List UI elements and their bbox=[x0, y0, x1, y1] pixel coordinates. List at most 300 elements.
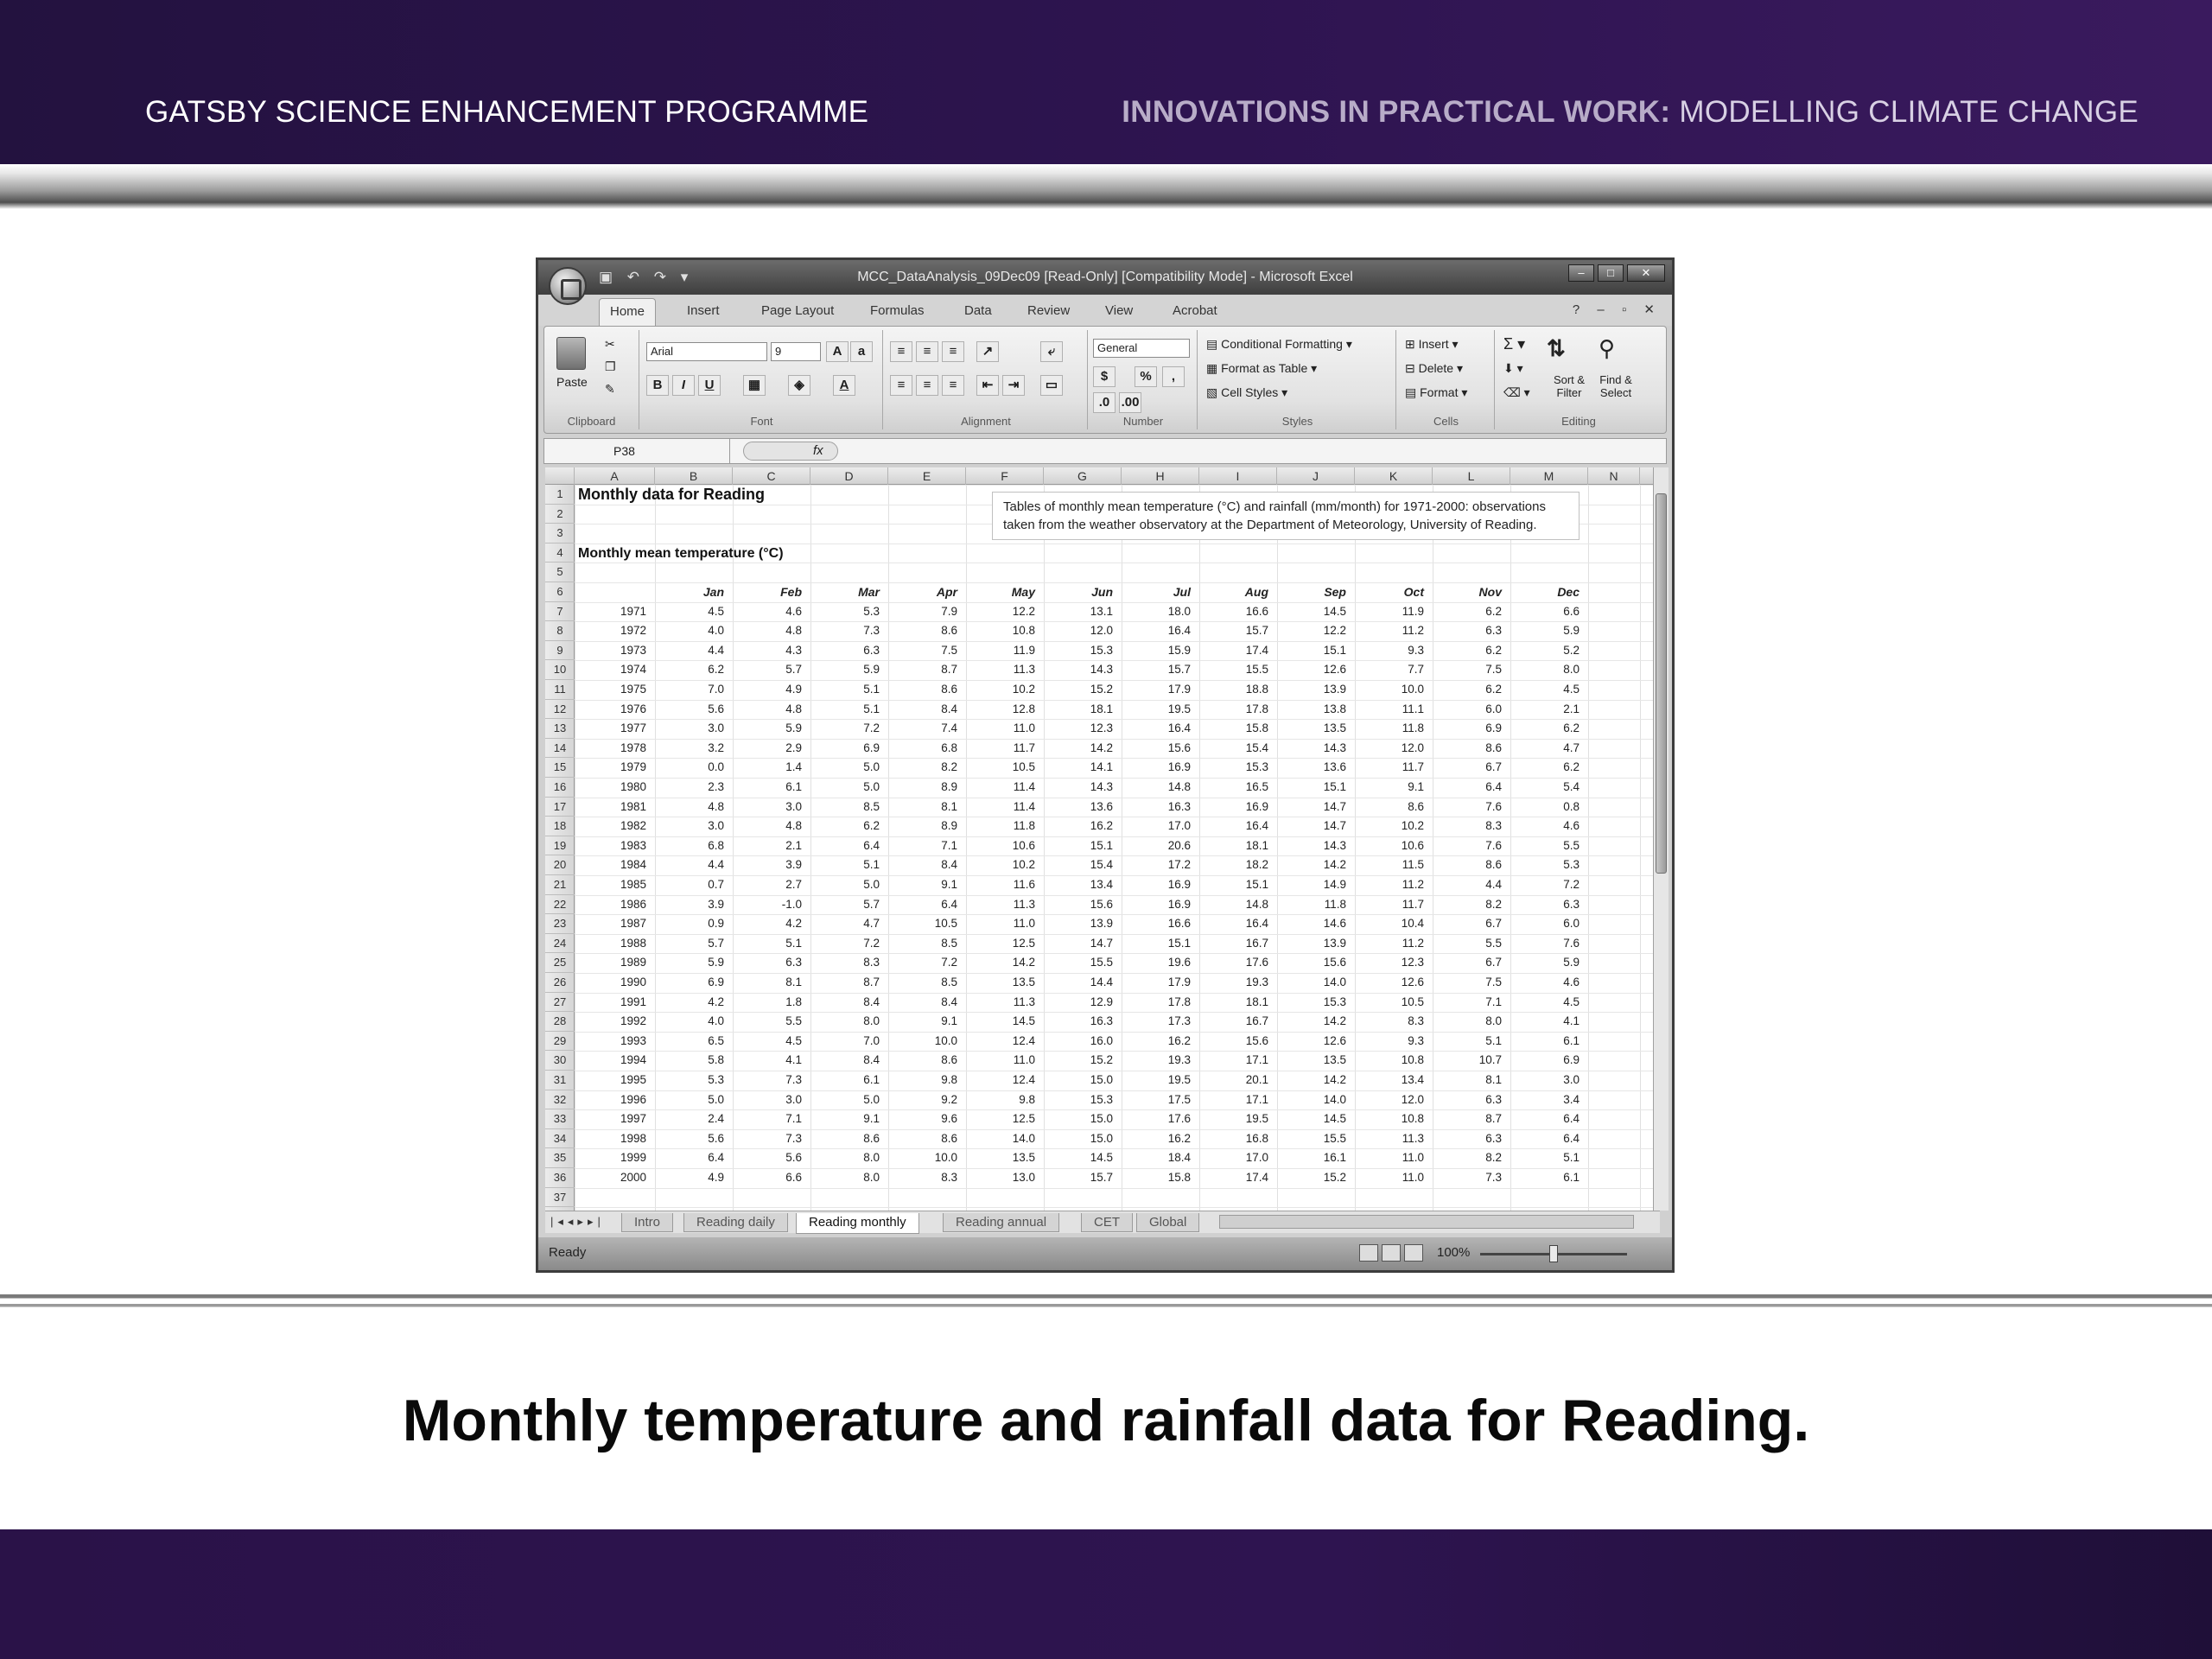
temperature-cell[interactable]: 14.2 bbox=[1323, 1073, 1346, 1086]
column-header[interactable]: H bbox=[1122, 467, 1199, 485]
temperature-cell[interactable]: 17.0 bbox=[1245, 1151, 1268, 1165]
temperature-cell[interactable]: 10.8 bbox=[1012, 624, 1035, 638]
year-cell[interactable]: 1982 bbox=[620, 819, 646, 833]
binoculars-icon[interactable]: ⚲ bbox=[1599, 335, 1616, 361]
year-cell[interactable]: 2000 bbox=[620, 1171, 646, 1184]
temperature-cell[interactable]: 9.1 bbox=[941, 878, 957, 891]
row-header[interactable]: 18 bbox=[545, 817, 575, 836]
month-header[interactable]: Sep bbox=[1324, 585, 1346, 599]
temperature-cell[interactable]: 12.8 bbox=[1012, 702, 1035, 715]
insert-button[interactable]: ⊞ Insert ▾ bbox=[1405, 337, 1459, 351]
temperature-cell[interactable]: 6.4 bbox=[941, 897, 957, 911]
temperature-cell[interactable]: 5.0 bbox=[863, 780, 880, 793]
temperature-cell[interactable]: 6.2 bbox=[863, 819, 880, 833]
temperature-cell[interactable]: 16.1 bbox=[1323, 1151, 1346, 1165]
temperature-cell[interactable]: 6.2 bbox=[708, 663, 724, 677]
temperature-cell[interactable]: 16.6 bbox=[1167, 917, 1191, 931]
year-cell[interactable]: 1983 bbox=[620, 838, 646, 852]
temperature-cell[interactable]: 2.4 bbox=[708, 1112, 724, 1126]
temperature-cell[interactable]: 4.6 bbox=[1563, 976, 1580, 988]
year-cell[interactable]: 1993 bbox=[620, 1033, 646, 1047]
temperature-cell[interactable]: 4.7 bbox=[1563, 741, 1580, 754]
temperature-cell[interactable]: 4.8 bbox=[785, 702, 802, 715]
temperature-cell[interactable]: 0.7 bbox=[708, 878, 724, 891]
temperature-cell[interactable]: 12.0 bbox=[1401, 1092, 1424, 1106]
year-cell[interactable]: 1981 bbox=[620, 799, 646, 813]
temperature-cell[interactable]: 8.0 bbox=[1563, 663, 1580, 677]
temperature-cell[interactable]: 6.3 bbox=[785, 956, 802, 969]
temperature-cell[interactable]: 8.5 bbox=[941, 936, 957, 950]
temperature-cell[interactable]: 12.5 bbox=[1012, 936, 1035, 950]
temperature-cell[interactable]: 11.8 bbox=[1402, 721, 1424, 735]
temperature-cell[interactable]: 11.0 bbox=[1402, 1171, 1424, 1184]
temperature-cell[interactable]: 7.1 bbox=[941, 838, 957, 852]
temperature-cell[interactable]: 14.0 bbox=[1012, 1131, 1035, 1145]
temperature-cell[interactable]: 11.6 bbox=[1013, 878, 1035, 891]
row-header[interactable]: 35 bbox=[545, 1148, 575, 1168]
temperature-cell[interactable]: 16.6 bbox=[1245, 604, 1268, 618]
temperature-cell[interactable]: 1.4 bbox=[785, 760, 802, 774]
temperature-cell[interactable]: 15.1 bbox=[1090, 838, 1113, 852]
bold-icon[interactable]: B bbox=[646, 375, 669, 396]
temperature-cell[interactable]: 10.2 bbox=[1401, 819, 1424, 833]
sheet-tab-cet[interactable]: CET bbox=[1081, 1213, 1133, 1232]
temperature-cell[interactable]: 5.1 bbox=[863, 683, 880, 696]
temperature-cell[interactable]: 5.8 bbox=[708, 1053, 724, 1067]
row-header[interactable]: 17 bbox=[545, 798, 575, 817]
year-cell[interactable]: 1978 bbox=[620, 741, 646, 754]
month-header[interactable]: May bbox=[1011, 585, 1035, 599]
cut-icon[interactable]: ✂ bbox=[605, 337, 615, 351]
temperature-cell[interactable]: 13.4 bbox=[1090, 878, 1113, 891]
temperature-cell[interactable]: 14.0 bbox=[1323, 1092, 1346, 1106]
temperature-cell[interactable]: 16.7 bbox=[1245, 1014, 1268, 1028]
temperature-cell[interactable]: 5.7 bbox=[785, 663, 802, 677]
maximize-icon[interactable]: □ bbox=[1598, 264, 1624, 282]
row-header[interactable]: 36 bbox=[545, 1168, 575, 1188]
temperature-cell[interactable]: 7.3 bbox=[863, 624, 880, 638]
year-cell[interactable]: 1972 bbox=[620, 624, 646, 638]
temperature-cell[interactable]: 6.3 bbox=[863, 643, 880, 657]
temperature-cell[interactable]: 12.5 bbox=[1012, 1112, 1035, 1126]
temperature-cell[interactable]: 14.2 bbox=[1090, 741, 1113, 754]
row-header[interactable]: 24 bbox=[545, 934, 575, 954]
temperature-cell[interactable]: 10.4 bbox=[1401, 917, 1424, 931]
italic-icon[interactable]: I bbox=[672, 375, 695, 396]
temperature-cell[interactable]: 7.2 bbox=[941, 956, 957, 969]
temperature-cell[interactable]: 3.0 bbox=[708, 721, 724, 735]
temperature-cell[interactable]: 7.0 bbox=[708, 683, 724, 696]
column-header[interactable]: D bbox=[810, 467, 888, 485]
temperature-cell[interactable]: 6.8 bbox=[708, 838, 724, 852]
temperature-cell[interactable]: 11.3 bbox=[1013, 995, 1035, 1008]
month-header[interactable]: Dec bbox=[1557, 585, 1580, 599]
month-header[interactable]: Aug bbox=[1244, 585, 1268, 599]
temperature-cell[interactable]: 6.4 bbox=[863, 838, 880, 852]
temperature-cell[interactable]: 7.3 bbox=[785, 1073, 802, 1086]
temperature-cell[interactable]: 12.6 bbox=[1323, 663, 1346, 677]
temperature-cell[interactable]: 8.3 bbox=[863, 956, 880, 969]
temperature-cell[interactable]: 4.4 bbox=[708, 643, 724, 657]
tab-home[interactable]: Home bbox=[599, 298, 656, 326]
tab-review[interactable]: Review bbox=[1027, 303, 1071, 318]
font-size-box[interactable]: 9 bbox=[771, 342, 821, 361]
temperature-cell[interactable]: 19.5 bbox=[1167, 702, 1191, 715]
temperature-cell[interactable]: 16.4 bbox=[1167, 624, 1191, 638]
temperature-cell[interactable]: 7.3 bbox=[1485, 1171, 1502, 1184]
column-header[interactable]: C bbox=[733, 467, 810, 485]
temperature-cell[interactable]: 4.8 bbox=[785, 624, 802, 638]
column-header[interactable]: K bbox=[1355, 467, 1433, 485]
temperature-cell[interactable]: 11.0 bbox=[1013, 917, 1035, 931]
temperature-cell[interactable]: 17.1 bbox=[1245, 1053, 1268, 1067]
temperature-cell[interactable]: 14.5 bbox=[1323, 1112, 1346, 1126]
paste-icon[interactable] bbox=[556, 337, 586, 370]
temperature-cell[interactable]: 8.3 bbox=[1408, 1014, 1424, 1028]
temperature-cell[interactable]: 19.6 bbox=[1167, 956, 1191, 969]
temperature-cell[interactable]: 14.8 bbox=[1245, 897, 1268, 911]
temperature-cell[interactable]: 2.9 bbox=[785, 741, 802, 754]
row-header[interactable]: 2 bbox=[545, 505, 575, 524]
row-header[interactable]: 7 bbox=[545, 602, 575, 622]
row-header[interactable]: 14 bbox=[545, 739, 575, 759]
temperature-cell[interactable]: 8.4 bbox=[863, 995, 880, 1008]
year-cell[interactable]: 1991 bbox=[620, 995, 646, 1008]
temperature-cell[interactable]: 17.8 bbox=[1245, 702, 1268, 715]
row-header[interactable]: 26 bbox=[545, 973, 575, 993]
temperature-cell[interactable]: 5.7 bbox=[863, 897, 880, 911]
tab-view[interactable]: View bbox=[1105, 303, 1134, 318]
temperature-cell[interactable]: 17.9 bbox=[1167, 976, 1191, 988]
temperature-cell[interactable]: 8.3 bbox=[941, 1171, 957, 1184]
temperature-cell[interactable]: 8.6 bbox=[1485, 741, 1502, 754]
temperature-cell[interactable]: 13.4 bbox=[1401, 1073, 1424, 1086]
copy-icon[interactable]: ❐ bbox=[605, 359, 616, 373]
temperature-cell[interactable]: 11.0 bbox=[1013, 721, 1035, 735]
temperature-cell[interactable]: 0.9 bbox=[708, 917, 724, 931]
temperature-cell[interactable]: 11.7 bbox=[1402, 760, 1424, 774]
temperature-cell[interactable]: 8.4 bbox=[941, 858, 957, 872]
row-header[interactable]: 30 bbox=[545, 1051, 575, 1071]
row-header[interactable]: 20 bbox=[545, 855, 575, 875]
temperature-cell[interactable]: 17.9 bbox=[1167, 683, 1191, 696]
temperature-cell[interactable]: 16.9 bbox=[1245, 799, 1268, 813]
temperature-cell[interactable]: 6.4 bbox=[1563, 1112, 1580, 1126]
temperature-cell[interactable]: 10.0 bbox=[934, 1151, 957, 1165]
temperature-cell[interactable]: 13.8 bbox=[1323, 702, 1346, 715]
month-header[interactable]: Nov bbox=[1478, 585, 1502, 599]
temperature-cell[interactable]: 8.6 bbox=[863, 1131, 880, 1145]
temperature-cell[interactable]: 6.7 bbox=[1485, 760, 1502, 774]
year-cell[interactable]: 1979 bbox=[620, 760, 646, 774]
row-header[interactable]: 16 bbox=[545, 778, 575, 798]
temperature-cell[interactable]: 5.0 bbox=[863, 760, 880, 774]
row-header[interactable]: 13 bbox=[545, 719, 575, 739]
temperature-cell[interactable]: 10.5 bbox=[1012, 760, 1035, 774]
temperature-cell[interactable]: 6.1 bbox=[1563, 1033, 1580, 1047]
temperature-cell[interactable]: 17.0 bbox=[1167, 819, 1191, 833]
temperature-cell[interactable]: 15.2 bbox=[1090, 1053, 1113, 1067]
row-header[interactable]: 12 bbox=[545, 700, 575, 720]
temperature-cell[interactable]: 8.0 bbox=[863, 1151, 880, 1165]
sheet-tab-reading-daily[interactable]: Reading daily bbox=[683, 1213, 788, 1232]
temperature-cell[interactable]: 7.6 bbox=[1563, 936, 1580, 950]
temperature-cell[interactable]: 15.6 bbox=[1323, 956, 1346, 969]
temperature-cell[interactable]: 9.1 bbox=[941, 1014, 957, 1028]
temperature-cell[interactable]: 6.2 bbox=[1485, 643, 1502, 657]
temperature-cell[interactable]: 9.8 bbox=[1019, 1092, 1035, 1106]
temperature-cell[interactable]: 19.5 bbox=[1167, 1073, 1191, 1086]
column-header[interactable]: E bbox=[888, 467, 966, 485]
temperature-subtitle[interactable]: Monthly mean temperature (°C) bbox=[578, 545, 784, 561]
temperature-cell[interactable]: 5.3 bbox=[1563, 858, 1580, 872]
temperature-cell[interactable]: 6.9 bbox=[1563, 1053, 1580, 1067]
temperature-cell[interactable]: 8.2 bbox=[1485, 897, 1502, 911]
temperature-cell[interactable]: 14.7 bbox=[1323, 799, 1346, 813]
temperature-cell[interactable]: 16.4 bbox=[1245, 819, 1268, 833]
temperature-cell[interactable]: 11.4 bbox=[1013, 799, 1035, 813]
temperature-cell[interactable]: 6.2 bbox=[1485, 683, 1502, 696]
year-cell[interactable]: 1997 bbox=[620, 1112, 646, 1126]
temperature-cell[interactable]: 14.5 bbox=[1012, 1014, 1035, 1028]
temperature-cell[interactable]: 6.3 bbox=[1563, 897, 1580, 911]
temperature-cell[interactable]: 18.1 bbox=[1245, 838, 1268, 852]
temperature-cell[interactable]: 15.4 bbox=[1090, 858, 1113, 872]
align-left-icon[interactable]: ≡ bbox=[890, 375, 912, 396]
fill-icon[interactable]: ⬇ ▾ bbox=[1503, 361, 1523, 375]
temperature-cell[interactable]: 5.3 bbox=[708, 1073, 724, 1086]
row-header[interactable]: 19 bbox=[545, 836, 575, 856]
grow-font-icon[interactable]: A bbox=[826, 341, 849, 362]
clear-icon[interactable]: ⌫ ▾ bbox=[1503, 385, 1530, 399]
row-header[interactable]: 28 bbox=[545, 1012, 575, 1032]
temperature-cell[interactable]: 15.5 bbox=[1245, 663, 1268, 677]
temperature-cell[interactable]: 10.5 bbox=[934, 917, 957, 931]
temperature-cell[interactable]: 15.8 bbox=[1167, 1171, 1191, 1184]
temperature-cell[interactable]: 8.4 bbox=[863, 1053, 880, 1067]
temperature-cell[interactable]: 15.1 bbox=[1323, 643, 1346, 657]
worksheet-grid[interactable] bbox=[545, 467, 1660, 1211]
temperature-cell[interactable]: 5.2 bbox=[1563, 643, 1580, 657]
temperature-cell[interactable]: 8.1 bbox=[785, 976, 802, 988]
temperature-cell[interactable]: 9.8 bbox=[941, 1073, 957, 1086]
increase-decimal-icon[interactable]: .0 bbox=[1093, 392, 1116, 413]
temperature-cell[interactable]: 8.5 bbox=[941, 976, 957, 988]
temperature-cell[interactable]: 16.9 bbox=[1167, 878, 1191, 891]
temperature-cell[interactable]: 14.8 bbox=[1167, 780, 1191, 793]
temperature-cell[interactable]: 6.2 bbox=[1563, 760, 1580, 774]
temperature-cell[interactable]: 4.9 bbox=[785, 683, 802, 696]
row-header[interactable]: 32 bbox=[545, 1090, 575, 1110]
temperature-cell[interactable]: 15.9 bbox=[1167, 643, 1191, 657]
temperature-cell[interactable]: 7.2 bbox=[863, 936, 880, 950]
row-header[interactable]: 34 bbox=[545, 1129, 575, 1149]
borders-icon[interactable]: ▦ bbox=[743, 375, 766, 396]
temperature-cell[interactable]: 5.9 bbox=[1563, 956, 1580, 969]
temperature-cell[interactable]: 5.9 bbox=[863, 663, 880, 677]
temperature-cell[interactable]: 8.6 bbox=[941, 1131, 957, 1145]
temperature-cell[interactable]: 4.5 bbox=[785, 1033, 802, 1047]
sheet-tab-reading-monthly[interactable]: Reading monthly bbox=[796, 1213, 919, 1234]
temperature-cell[interactable]: 8.1 bbox=[941, 799, 957, 813]
temperature-cell[interactable]: 8.2 bbox=[941, 760, 957, 774]
month-header[interactable]: Oct bbox=[1403, 585, 1424, 599]
temperature-cell[interactable]: 8.0 bbox=[863, 1171, 880, 1184]
temperature-cell[interactable]: 18.2 bbox=[1245, 858, 1268, 872]
row-header[interactable]: 21 bbox=[545, 875, 575, 895]
year-cell[interactable]: 1990 bbox=[620, 976, 646, 988]
temperature-cell[interactable]: 12.4 bbox=[1012, 1033, 1035, 1047]
temperature-cell[interactable]: 6.7 bbox=[1485, 917, 1502, 931]
temperature-cell[interactable]: 3.0 bbox=[785, 1092, 802, 1106]
month-header[interactable]: Mar bbox=[858, 585, 880, 599]
column-header[interactable]: N bbox=[1588, 467, 1640, 485]
temperature-cell[interactable]: 11.0 bbox=[1402, 1151, 1424, 1165]
year-cell[interactable]: 1976 bbox=[620, 702, 646, 715]
temperature-cell[interactable]: 11.2 bbox=[1402, 878, 1424, 891]
temperature-cell[interactable]: 15.3 bbox=[1245, 760, 1268, 774]
temperature-cell[interactable]: 5.3 bbox=[863, 604, 880, 618]
row-header[interactable]: 37 bbox=[545, 1188, 575, 1208]
comma-icon[interactable]: , bbox=[1162, 366, 1185, 387]
temperature-cell[interactable]: 8.0 bbox=[1485, 1014, 1502, 1028]
sheet-nav-arrows[interactable]: |◂◂▸▸| bbox=[550, 1215, 605, 1228]
temperature-cell[interactable]: 17.6 bbox=[1167, 1112, 1191, 1126]
row-header[interactable]: 9 bbox=[545, 641, 575, 661]
temperature-cell[interactable]: 11.8 bbox=[1013, 819, 1035, 833]
row-header[interactable]: 6 bbox=[545, 582, 575, 602]
temperature-cell[interactable]: 17.2 bbox=[1167, 858, 1191, 872]
temperature-cell[interactable]: 14.3 bbox=[1090, 780, 1113, 793]
temperature-cell[interactable]: 12.2 bbox=[1012, 604, 1035, 618]
merge-center-icon[interactable]: ▭ bbox=[1040, 375, 1063, 396]
temperature-cell[interactable]: 14.7 bbox=[1323, 819, 1346, 833]
temperature-cell[interactable]: 17.1 bbox=[1245, 1092, 1268, 1106]
quick-access-toolbar[interactable]: ▣ ↶ ↷ ▾ bbox=[599, 269, 694, 285]
wrap-text-icon[interactable]: ⤶ bbox=[1040, 341, 1063, 362]
temperature-cell[interactable]: 14.3 bbox=[1323, 838, 1346, 852]
year-cell[interactable]: 1971 bbox=[620, 604, 646, 618]
temperature-cell[interactable]: 3.4 bbox=[1563, 1092, 1580, 1106]
temperature-cell[interactable]: 15.7 bbox=[1167, 663, 1191, 677]
temperature-cell[interactable]: 15.3 bbox=[1090, 643, 1113, 657]
temperature-cell[interactable]: 6.9 bbox=[863, 741, 880, 754]
tab-formulas[interactable]: Formulas bbox=[870, 303, 925, 318]
zoom-slider-knob[interactable] bbox=[1549, 1245, 1558, 1262]
temperature-cell[interactable]: 8.4 bbox=[941, 702, 957, 715]
decrease-indent-icon[interactable]: ⇤ bbox=[976, 375, 999, 396]
temperature-cell[interactable]: 5.5 bbox=[785, 1014, 802, 1028]
temperature-cell[interactable]: 4.2 bbox=[708, 995, 724, 1008]
name-box[interactable]: P38 bbox=[544, 439, 730, 463]
temperature-cell[interactable]: 8.5 bbox=[863, 799, 880, 813]
temperature-cell[interactable]: 11.7 bbox=[1402, 897, 1424, 911]
row-header[interactable]: 27 bbox=[545, 993, 575, 1013]
year-cell[interactable]: 1996 bbox=[620, 1092, 646, 1106]
temperature-cell[interactable]: 4.0 bbox=[708, 1014, 724, 1028]
temperature-cell[interactable]: 11.2 bbox=[1402, 624, 1424, 638]
temperature-cell[interactable]: 5.0 bbox=[863, 878, 880, 891]
temperature-cell[interactable]: 4.5 bbox=[1563, 683, 1580, 696]
temperature-cell[interactable]: 16.3 bbox=[1167, 799, 1191, 813]
column-header[interactable]: J bbox=[1277, 467, 1355, 485]
year-cell[interactable]: 1999 bbox=[620, 1151, 646, 1165]
temperature-cell[interactable]: 12.0 bbox=[1401, 741, 1424, 754]
temperature-cell[interactable]: 6.4 bbox=[708, 1151, 724, 1165]
temperature-cell[interactable]: 11.3 bbox=[1013, 663, 1035, 677]
temperature-cell[interactable]: 14.9 bbox=[1323, 878, 1346, 891]
sort-filter-icon[interactable]: ⇅ bbox=[1547, 335, 1566, 361]
temperature-cell[interactable]: 6.9 bbox=[708, 976, 724, 988]
temperature-cell[interactable]: 17.5 bbox=[1167, 1092, 1191, 1106]
temperature-cell[interactable]: 5.0 bbox=[863, 1092, 880, 1106]
temperature-cell[interactable]: 9.3 bbox=[1408, 1033, 1424, 1047]
row-header[interactable]: 15 bbox=[545, 758, 575, 778]
temperature-cell[interactable]: 16.2 bbox=[1090, 819, 1113, 833]
temperature-cell[interactable]: 5.6 bbox=[708, 702, 724, 715]
temperature-cell[interactable]: 7.3 bbox=[785, 1131, 802, 1145]
temperature-cell[interactable]: 8.6 bbox=[941, 683, 957, 696]
temperature-cell[interactable]: 20.6 bbox=[1167, 838, 1191, 852]
temperature-cell[interactable]: 10.8 bbox=[1401, 1112, 1424, 1126]
temperature-cell[interactable]: 4.8 bbox=[785, 819, 802, 833]
temperature-cell[interactable]: 14.7 bbox=[1090, 936, 1113, 950]
temperature-cell[interactable]: 14.5 bbox=[1090, 1151, 1113, 1165]
format-as-table-button[interactable]: ▦ Format as Table ▾ bbox=[1206, 361, 1318, 375]
temperature-cell[interactable]: 8.3 bbox=[1485, 819, 1502, 833]
format-button[interactable]: ▤ Format ▾ bbox=[1405, 385, 1468, 399]
temperature-cell[interactable]: 16.5 bbox=[1245, 780, 1268, 793]
row-header[interactable]: 4 bbox=[545, 543, 575, 563]
temperature-cell[interactable]: 19.3 bbox=[1167, 1053, 1191, 1067]
row-header[interactable]: 5 bbox=[545, 563, 575, 582]
year-cell[interactable]: 1973 bbox=[620, 643, 646, 657]
temperature-cell[interactable]: 10.2 bbox=[1012, 858, 1035, 872]
normal-view-icon[interactable] bbox=[1359, 1244, 1378, 1262]
temperature-cell[interactable]: 8.0 bbox=[863, 1014, 880, 1028]
month-header[interactable]: Feb bbox=[780, 585, 802, 599]
scroll-thumb[interactable] bbox=[1656, 493, 1667, 874]
temperature-cell[interactable]: 9.2 bbox=[941, 1092, 957, 1106]
temperature-cell[interactable]: 12.6 bbox=[1401, 976, 1424, 988]
minimize-icon[interactable]: – bbox=[1568, 264, 1594, 282]
year-cell[interactable]: 1988 bbox=[620, 936, 646, 950]
temperature-cell[interactable]: 14.5 bbox=[1323, 604, 1346, 618]
year-cell[interactable]: 1984 bbox=[620, 858, 646, 872]
temperature-cell[interactable]: 7.5 bbox=[1485, 663, 1502, 677]
orientation-icon[interactable]: ↗ bbox=[976, 341, 999, 362]
temperature-cell[interactable]: 14.2 bbox=[1012, 956, 1035, 969]
temperature-cell[interactable]: 7.6 bbox=[1485, 799, 1502, 813]
temperature-cell[interactable]: 6.2 bbox=[1485, 604, 1502, 618]
row-header[interactable]: 25 bbox=[545, 953, 575, 973]
temperature-cell[interactable]: 20.1 bbox=[1245, 1073, 1268, 1086]
close-icon[interactable]: ✕ bbox=[1627, 264, 1665, 282]
year-cell[interactable]: 1989 bbox=[620, 956, 646, 969]
temperature-cell[interactable]: 10.6 bbox=[1012, 838, 1035, 852]
temperature-cell[interactable]: 12.3 bbox=[1090, 721, 1113, 735]
temperature-cell[interactable]: 5.1 bbox=[1485, 1033, 1502, 1047]
temperature-cell[interactable]: 14.2 bbox=[1323, 1014, 1346, 1028]
temperature-cell[interactable]: 13.5 bbox=[1012, 1151, 1035, 1165]
temperature-cell[interactable]: 13.5 bbox=[1012, 976, 1035, 988]
temperature-cell[interactable]: 7.2 bbox=[1563, 878, 1580, 891]
column-header[interactable]: F bbox=[966, 467, 1044, 485]
row-header[interactable]: 29 bbox=[545, 1032, 575, 1052]
year-cell[interactable]: 1977 bbox=[620, 721, 646, 735]
temperature-cell[interactable]: 15.5 bbox=[1090, 956, 1113, 969]
sheet-tab-intro[interactable]: Intro bbox=[621, 1213, 673, 1232]
